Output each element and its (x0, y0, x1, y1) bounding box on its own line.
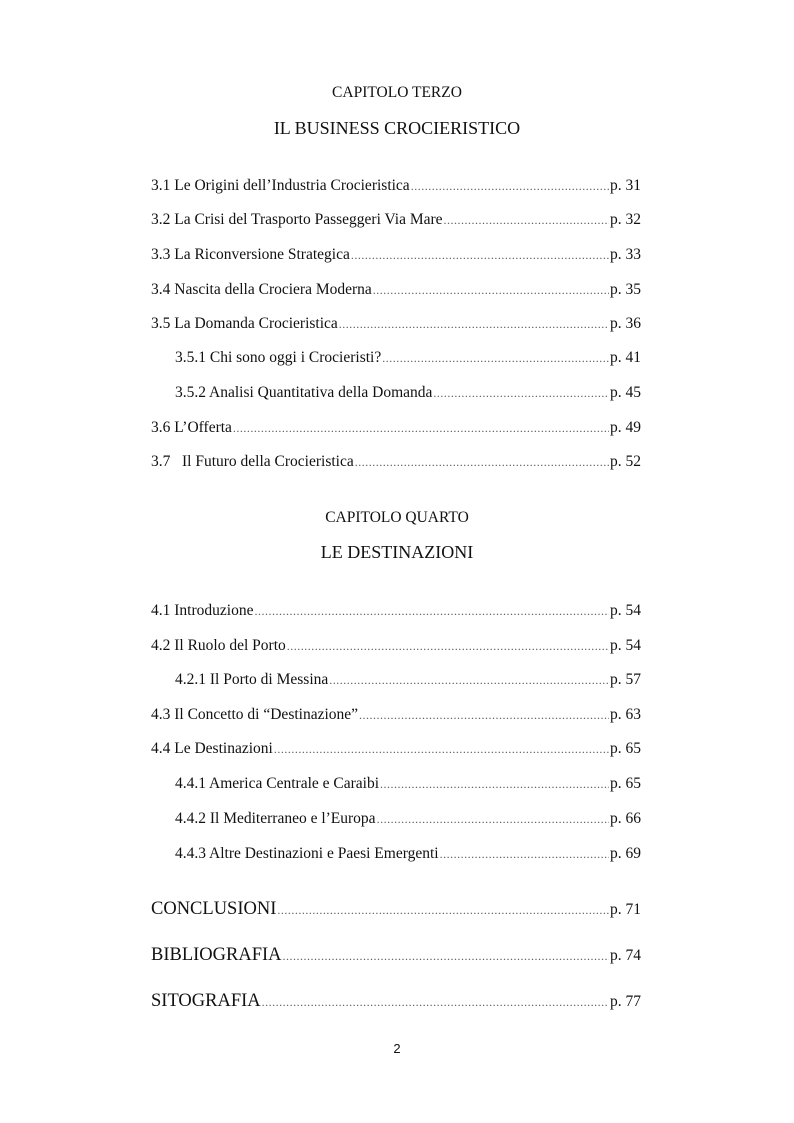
toc-entry-page: p. 31 (610, 177, 641, 194)
toc-entry-page: p. 65 (610, 740, 641, 757)
toc-entry-text: 3.5 La Domanda Crocieristica (151, 315, 338, 332)
chapter4-label: CAPITOLO QUARTO (325, 509, 469, 526)
toc-entry-page: p. 77 (610, 993, 641, 1010)
chapter4-title: LE DESTINAZIONI (320, 542, 474, 562)
toc-entry (151, 740, 641, 762)
toc-entry-text: 3.7 Il Futuro della Crocieristica (151, 453, 354, 470)
dot-leader (382, 351, 609, 366)
toc-entry-text: 4.4.3 Altre Destinazioni e Paesi Emergenti (175, 845, 439, 862)
toc-entry (151, 706, 641, 728)
toc-subentry (175, 349, 641, 371)
dot-leader (339, 317, 609, 332)
toc-entry-page: p. 54 (610, 602, 641, 619)
toc-entry (151, 419, 641, 441)
toc-entry-text: BIBLIOGRAFIA (151, 945, 282, 965)
toc-entry-page: p. 66 (610, 810, 641, 827)
dot-leader (283, 949, 609, 964)
toc-entry-text: 4.2 Il Ruolo del Porto (151, 637, 286, 654)
toc-entry-text: CONCLUSIONI (151, 899, 277, 919)
dot-leader (444, 213, 609, 228)
dot-leader (411, 179, 609, 194)
toc-entry-page: p. 49 (610, 419, 641, 436)
dot-leader (287, 639, 609, 654)
toc-backmatter-bibliografia (151, 945, 641, 971)
dot-leader (440, 847, 609, 862)
toc-entry (151, 246, 641, 268)
dot-leader (373, 283, 609, 298)
toc-entry-page: p. 63 (610, 706, 641, 723)
toc-entry-page: p. 57 (610, 671, 641, 688)
toc-backmatter-sitografia (151, 991, 641, 1017)
dot-leader (329, 673, 609, 688)
toc-subentry (175, 845, 641, 867)
dot-leader (377, 812, 609, 827)
toc-entry-page: p. 33 (610, 246, 641, 263)
toc-entry-text: 3.5.1 Chi sono oggi i Crocieristi? (175, 349, 382, 366)
toc-entry-text: 4.1 Introduzione (151, 602, 254, 619)
dot-leader (359, 708, 609, 723)
toc-entry-text: 3.6 L’Offerta (151, 419, 232, 436)
dot-leader (355, 455, 609, 470)
toc-subentry (175, 775, 641, 797)
toc-entry (151, 602, 641, 624)
toc-entry-text: SITOGRAFIA (151, 991, 261, 1011)
toc-entry-page: p. 35 (610, 281, 641, 298)
dot-leader (351, 248, 609, 263)
toc-backmatter-conclusioni (151, 899, 641, 925)
toc-entry (151, 211, 641, 233)
dot-leader (380, 777, 609, 792)
dot-leader (433, 386, 609, 401)
toc-subentry (175, 671, 641, 693)
toc-entry (151, 637, 641, 659)
dot-leader (254, 604, 609, 619)
toc-entry-text: 3.2 La Crisi del Trasporto Passeggeri Via Mare (151, 211, 443, 228)
toc-entry-text: 4.4 Le Destinazioni (151, 740, 273, 757)
toc-entry-text: 4.3 Il Concetto di “Destinazione” (151, 706, 359, 723)
toc-subentry (175, 810, 641, 832)
toc-entry-page: p. 45 (610, 384, 641, 401)
toc-entry-text: 4.4.1 America Centrale e Caraibi (175, 775, 380, 792)
toc-entry-text: 3.4 Nascita della Crociera Moderna (151, 281, 372, 298)
toc-entry-page: p. 69 (610, 845, 641, 862)
toc-entry-page: p. 71 (610, 901, 641, 918)
dot-leader (277, 903, 609, 918)
chapter3-title: IL BUSINESS CROCIERISTICO (273, 118, 521, 138)
toc-entry-text: 4.4.2 Il Mediterraneo e l’Europa (175, 810, 376, 827)
dot-leader (274, 742, 609, 757)
toc-entry-page: p. 52 (610, 453, 641, 470)
toc-entry-page: p. 32 (610, 211, 641, 228)
dot-leader (262, 995, 609, 1010)
toc-entry (151, 281, 641, 303)
toc-entry-page: p. 54 (610, 637, 641, 654)
toc-entry-page: p. 74 (610, 947, 641, 964)
toc-entry-page: p. 65 (610, 775, 641, 792)
toc-entry (151, 177, 641, 199)
dot-leader (233, 421, 609, 436)
toc-entry-text: 4.2.1 Il Porto di Messina (175, 671, 329, 688)
toc-entry-page: p. 41 (610, 349, 641, 366)
toc-entry (151, 315, 641, 337)
toc-entry-text: 3.1 Le Origini dell’Industria Crocieristica (151, 177, 410, 194)
toc-subentry (175, 384, 641, 406)
toc-entry-page: p. 36 (610, 315, 641, 332)
toc-entry-text: 3.5.2 Analisi Quantitativa della Domanda (175, 384, 433, 401)
toc-entry (151, 453, 641, 475)
chapter3-label: CAPITOLO TERZO (332, 84, 462, 101)
page-number: 2 (393, 1041, 401, 1056)
toc-entry-text: 3.3 La Riconversione Strategica (151, 246, 350, 263)
